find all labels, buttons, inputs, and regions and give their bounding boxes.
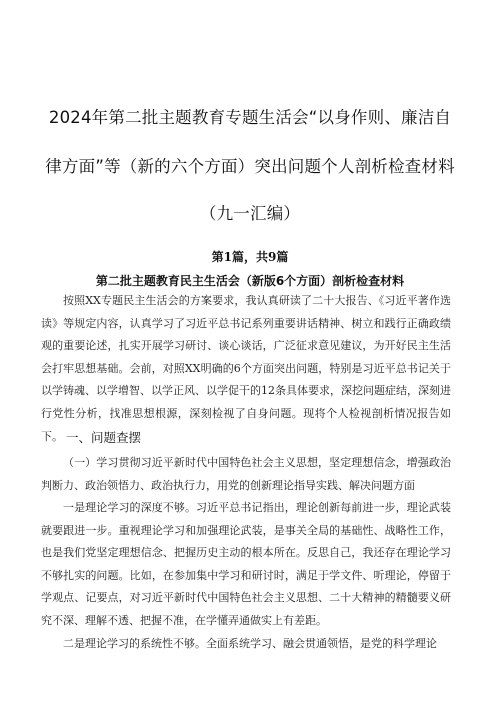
section-heading: 一、问题查摆 (66, 430, 142, 445)
item-one-paragraph: 一是理论学习的深度不够。习近平总书记指出，理论创新每前进一步，理论武装就要跟进一步。重视理论学习和加强理论武装，是事关全局的基础性、战略性工作，也是我们党坚定理想信念、把握历史主动的根本所在。反思自己，我还存在理论学习不够扎实的问题。比如，在参加集中学习和研讨时，满足于学文件、听理论，停留于学观点、记要点，对习近平新时代中国特色社会主义思想、二十大精神的精髓要义研究不深、理解不透、把握不准，在学懂弄通做实上有差距。 (41, 501, 451, 627)
document-title-line-1: 2024年第二批主题教育专题生活会“以身作则、廉洁自 (48, 108, 452, 127)
document-title-line-3: （九一汇编） (199, 204, 301, 223)
document-title-line-2: 律方面”等（新的六个方面）突出问题个人剖析检查材料 (45, 157, 455, 176)
item-two-paragraph: 二是理论学习的系统性不够。全面系统学习、融会贯通领悟，是党的科学理论 (63, 637, 437, 650)
sub-heading-paragraph: （一）学习贯彻习近平新时代中国特色社会主义思想，坚定理想信念，增强政治判断力、政治领悟力、政治执行力，用党的创新理论指导实践、解决问题方面 (41, 456, 451, 492)
article-subtitle: 第二批主题教育民主生活会（新版6个方面）剖析检查材料 (95, 274, 405, 288)
intro-paragraph: 按照XX专题民主生活会的方案要求，我认真研读了二十大报告、《习近平著作选读》等规定内容，认真学习了习近平总书记系列重要讲话精神、树立和践行正确政绩观的重要论述，扎实开展学习研讨、谈心谈话，广泛征求意见建议，为开好民主生活会打牢思想基础。会前，对照XX明确的6个方面突出问题，特别是习近平总书记关于以学铸魂、以学增智、以学正风、以学促干的12条具体要求，深挖问题症结，深刻进行党性分析，找准思想根源，深刻检视了自身问题。现将个人检视剖析情况报告如下。 (41, 294, 451, 443)
article-number: 第1篇，共9篇 (211, 250, 289, 264)
